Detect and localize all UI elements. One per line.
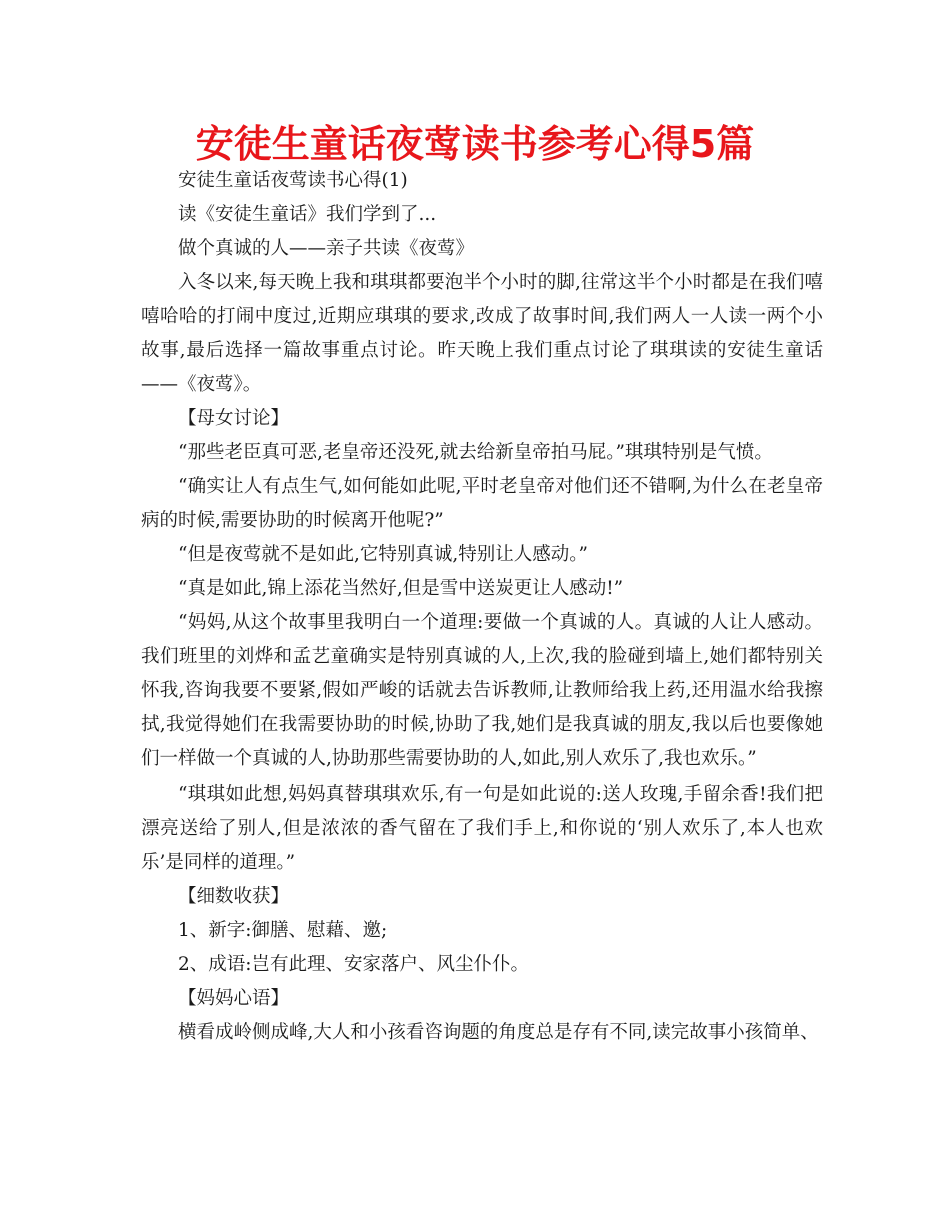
section-heading-discussion: 【母女讨论】 xyxy=(178,408,290,429)
paragraph-intro: 读《安徒生童话》我们学到了... xyxy=(178,204,437,225)
list-item-new-words: 1、新字:御膳、慰藉、邀; xyxy=(178,920,388,941)
paragraph-subtitle: 安徒生童话夜莺读书心得(1) xyxy=(178,170,408,191)
paragraph-heading: 做个真诚的人——亲子共读《夜莺》 xyxy=(178,238,475,259)
paragraph-quote: “真是如此,锦上添花当然好,但是雪中送炭更让人感动!” xyxy=(178,578,624,599)
list-item-idioms: 2、成语:岂有此理、安家落户、风尘仆仆。 xyxy=(178,954,530,975)
section-heading-mom-words: 【妈妈心语】 xyxy=(178,988,290,1009)
document-title: 安徒生童话夜莺读书参考心得5篇 xyxy=(195,122,755,166)
paragraph-quote: “但是夜莺就不是如此,它特别真诚,特别让人感动。” xyxy=(178,544,588,565)
paragraph-quote: “琪琪如此想,妈妈真替琪琪欢乐,有一句是如此说的:送人玫瑰,手留余香!我们把漂亮送给了别人,但是浓浓的香气留在了我们手上,和你说的‘别人欢乐了,本人也欢乐’是同样的道理。” xyxy=(141,784,823,873)
paragraph-quote: “那些老臣真可恶,老皇帝还没死,就去给新皇帝拍马屁。”琪琪特别是气愤。 xyxy=(178,442,773,463)
section-heading-gains: 【细数收获】 xyxy=(178,886,290,907)
document-body xyxy=(141,164,823,1050)
paragraph-body: 入冬以来,每天晚上我和琪琪都要泡半个小时的脚,往常这半个小时都是在我们嘻嘻哈哈的打闹中度过,近期应琪琪的要求,改成了故事时间,我们两人一人读一两个小故事,最后选择一篇故事重点讨论。昨天晚上我们重点讨论了琪琪读的安徒生童话——《夜莺》。 xyxy=(141,272,823,395)
paragraph-quote: “确实让人有点生气,如何能如此呢,平时老皇帝对他们还不错啊,为什么在老皇帝病的时候,需要协助的时候离开他呢?” xyxy=(141,476,823,531)
paragraph-body: 横看成岭侧成峰,大人和小孩看咨询题的角度总是存有不同,读完故事小孩简单、 xyxy=(178,1022,819,1043)
paragraph-quote: “妈妈,从这个故事里我明白一个道理:要做一个真诚的人。真诚的人让人感动。我们班里的刘烨和孟艺童确实是特别真诚的人,上次,我的脸碰到墙上,她们都特别关怀我,咨询我要不要紧,假如严峻的话就去告诉教师,让教师给我上药,还用温水给我擦拭,我觉得她们在我需要协助的时候,协助了我,她们是我真诚的朋友,我以后也要像她们一样做一个真诚的人,协助那些需要协助的人,如此,别人欢乐了,我也欢乐。” xyxy=(141,612,823,769)
